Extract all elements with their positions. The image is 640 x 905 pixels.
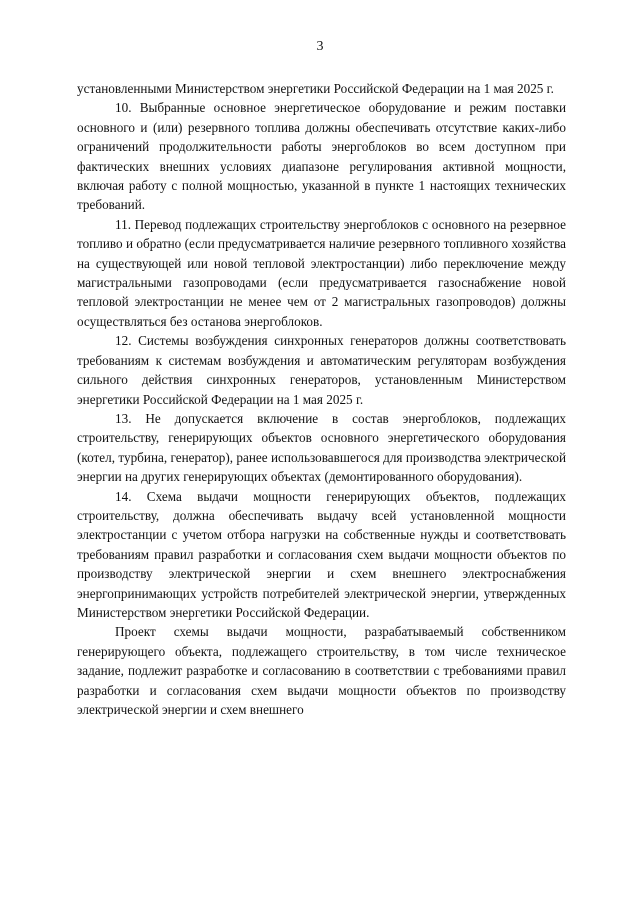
paragraph-item-14: 14. Схема выдачи мощности генерирующих объектов, подлежащих строительству, должна обеспечивать выдачу всей установленной мощности электростанции с учетом отбора нагрузки на собственные нужды и соответствовать требованиям правил разработки и согласования схем выдачи мощности объектов по производству электрической энергии и схем внешнего электроснабжения энергопринимающих устройств потребителей электрической энергии, утвержденных Министерством энергетики Российской Федерации.	[77, 488, 566, 620]
paragraph-item-11: 11. Перевод подлежащих строительству энергоблоков с основного на резервное топливо и обратно (если предусматривается наличие резервного топливного хозяйства на существующей или новой тепловой электростанции) либо переключение между магистральными газопроводами (если предусматривается газоснабжение новой тепловой электростанции не менее чем от 2 магистральных газопроводов) должны осуществляться без останова энергоблоков.	[77, 216, 566, 329]
paragraph-item-10: 10. Выбранные основное энергетическое оборудование и режим поставки основного и (или) резервного топлива должны обеспечивать отсутствие каких-либо ограничений продолжительности работы энергоблоков во всем доступном при фактических внешних условиях диапазоне регулирования активной мощности, включая работу с полной мощностью, указанной в пункте 1 настоящих технических требований.	[77, 100, 566, 213]
paragraph-item-12: 12. Системы возбуждения синхронных генераторов должны соответствовать требованиям к системам возбуждения и автоматическим регуляторам возбуждения сильного действия синхронных генераторов, установленным Министерством энергетики Российской Федерации на 1 мая 2025 г.	[77, 333, 566, 407]
paragraph-power-scheme-project: Проект схемы выдачи мощности, разрабатываемый собственником генерирующего объекта, подлежащего строительству, в том числе техническое задание, подлежит разработке и согласованию в соответствии с требованиями правил разработки и согласования схем выдачи мощности объектов по производству электрической энергии и схем внешнего	[77, 624, 566, 717]
paragraph-item-13: 13. Не допускается включение в состав энергоблоков, подлежащих строительству, генерирующих объектов основного энергетического оборудования (котел, турбина, генератор), ранее использовавшегося для производства электрической энергии на других генерирующих объектах (демонтированного оборудования).	[77, 410, 566, 485]
document-body	[77, 79, 566, 719]
paragraph-continuation: установленными Министерством энергетики Российской Федерации на 1 мая 2025 г.	[77, 81, 554, 96]
page-number: 3	[316, 39, 324, 54]
